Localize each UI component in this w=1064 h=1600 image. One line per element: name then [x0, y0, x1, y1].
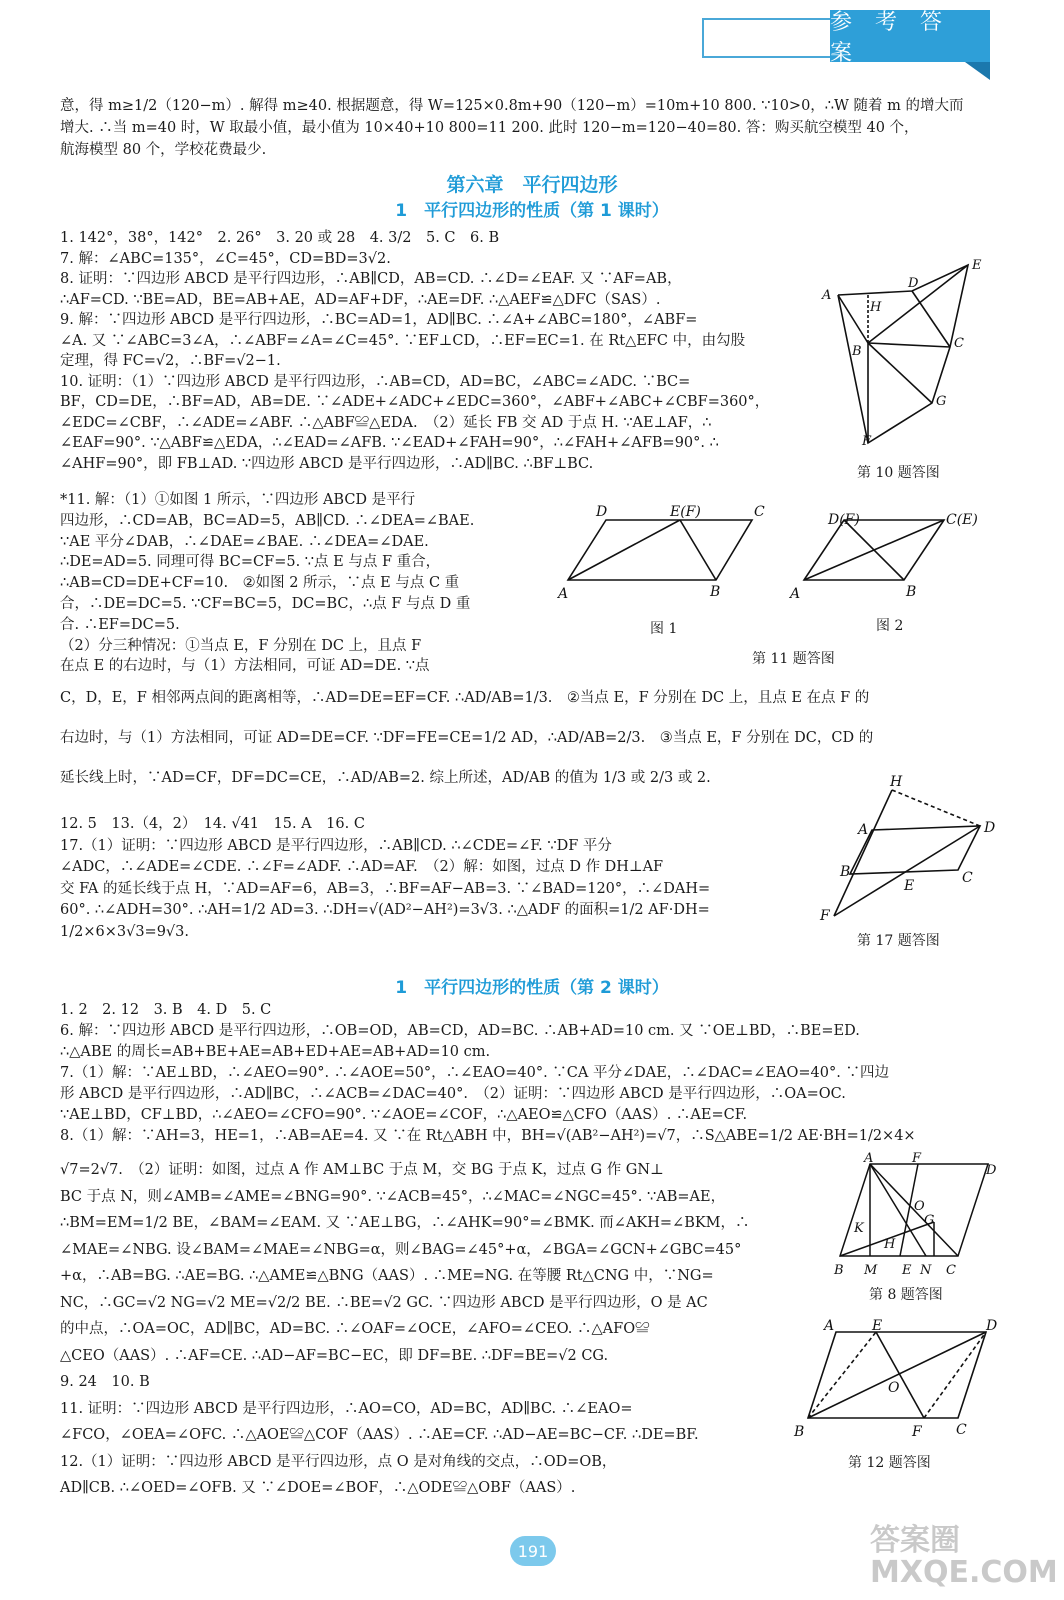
tab-fold-decoration [965, 62, 990, 80]
page-number: 191 [510, 1536, 556, 1566]
text-line: 11. 证明：∵四边形 ABCD 是平行四边形，∴AO=CO，AD=BC，AD∥BC. ∴∠EAO= [60, 1400, 633, 1417]
q10-label: B [852, 344, 862, 359]
q10-label: E [972, 258, 982, 273]
q12-label: O [888, 1380, 900, 1396]
q8-label: E [902, 1263, 912, 1278]
text-line: AD∥CB. ∴∠OED=∠OFB. 又 ∵∠DOE=∠BOF，∴△ODE≌△OBF（AAS）. [60, 1480, 576, 1496]
fig1-label: E(F) [670, 504, 701, 520]
q11-fig2 [786, 502, 986, 602]
text-line: 增大. ∴当 m=40 时，W 取最小值，最小值为 10×40+10 800=11 200. 此时 120−m=120−40=80. 答：购买航空模型 40 个， [60, 120, 919, 136]
q10-figure [820, 255, 1000, 455]
text-line: 航海模型 80 个，学校花费最少. [60, 142, 267, 158]
fig2-caption: 图 2 [876, 618, 904, 634]
text-line: 9. 24 10. B [60, 1374, 150, 1390]
fig2-label: B [906, 584, 917, 600]
q8-label: O [914, 1199, 925, 1214]
text-line: 在点 E 的右边时，与（1）方法相同，可证 AD=DE. ∵点 [60, 658, 430, 675]
text-line: BC 于点 N，则∠AMB=∠AME=∠BNG=90°. ∵∠ACB=45°，∴∠MAC=∠NGC=45°. ∵AB=AE， [60, 1188, 726, 1205]
fig1-caption: 图 1 [650, 621, 678, 637]
q8-figure [830, 1152, 1000, 1282]
text-line: ∴△ABE 的周长=AB+BE+AE=AB+ED+AE=AB+AD=10 cm. [60, 1044, 491, 1060]
text-line: ∠ADC，∴∠ADE=∠CDE. ∴∠F=∠ADF. ∴AD=AF. （2）解：如图，过点 D 作 DH⊥AF [60, 859, 664, 875]
text-line: 8.（1）解：∵AH=3，HE=1，∴AB=AE=4. 又 ∵在 Rt△ABH 中，BH=√(AB²−AH²)=√7，∴S△ABE=1/2 AE·BH=1/2×4× [60, 1128, 916, 1144]
q12-label: E [872, 1318, 883, 1334]
q8-label: M [864, 1263, 878, 1278]
q8-label: H [884, 1237, 896, 1252]
text-line: C，D，E，F 相邻两点间的距离相等，∴AD=DE=EF=CF. ∴AD/AB=1/3. ②当点 E，F 分别在 DC 上，且点 E 在点 F 的 [60, 690, 870, 706]
fig1-label: C [754, 504, 765, 520]
text-line: 意，得 m≥1/2（120−m）. 解得 m≥40. 根据题意，得 W=125×0.8m+90（120−m）=10m+10 800. ∵10>0，∴W 随着 m 的增大而 [60, 98, 964, 114]
q17-label: B [840, 864, 851, 880]
text-line: （2）分三种情况：①当点 E，F 分别在 DC 上，且点 F [60, 637, 422, 654]
text-line: 6. 解：∵四边形 ABCD 是平行四边形，∴OB=OD，AB=CD，AD=BC. ∴AB+AD=10 cm. 又 ∵OE⊥BD，∴BE=ED. [60, 1023, 860, 1039]
fig2-label: A [790, 586, 801, 602]
text-line: 1. 142°，38°，142° 2. 26° 3. 20 或 28 4. 3/2 5. C 6. B [60, 230, 500, 246]
q10-caption: 第 10 题答图 [857, 465, 940, 481]
text-line: 右边时，与（1）方法相同，可证 AD=DE=CF. ∵DF=FE=CE=1/2 AD，∴AD/AB=2/3. ③当点 E，F 分别在 DC，CD 的 [60, 730, 874, 746]
fig1-label: D [596, 504, 608, 520]
q8-label: C [946, 1263, 956, 1278]
q11-caption: 第 11 题答图 [752, 651, 835, 667]
q8-label: G [924, 1213, 935, 1228]
watermark-logo: 答案圈 MXQE.COM [870, 1523, 1058, 1590]
text-line: 60°. ∴∠ADH=30°. ∴AH=1/2 AD=3. ∴DH=√(AD²−AH²)=3√3. ∴△ADF 的面积=1/2 AF·DH= [60, 902, 710, 918]
text-line: 定理，得 FC=√2，∴BF=√2−1. [60, 353, 281, 369]
text-line: 1. 2 2. 12 3. B 4. D 5. C [60, 1002, 272, 1018]
q8-label: A [864, 1152, 874, 1166]
text-line: ∠FCO，∠OEA=∠OFC. ∴△AOE≌△COF（AAS）. ∴AE=CF. ∴AD−AE=BC−CF. ∴DE=BF. [60, 1427, 699, 1443]
q8-label: F [912, 1152, 922, 1166]
q12-label: A [824, 1318, 835, 1334]
q17-label: C [962, 870, 973, 886]
text-line: △CEO（AAS）. ∴AF=CE. ∴AD−AF=BC−EC，即 DF=BE. ∴DF=BE=√2 CG. [60, 1347, 609, 1364]
chapter-title: 第六章 平行四边形 [446, 174, 618, 196]
q12-label: B [794, 1424, 805, 1440]
text-line: 10. 证明：（1）∵四边形 ABCD 是平行四边形，∴AB=CD，AD=BC，∠ABC=∠ADC. ∵BC= [60, 373, 691, 390]
text-line: ∠EAF=90°. ∵△ABF≌△EDA，∴∠EAD=∠AFB. ∵∠EAD+∠FAH=90°，∴∠FAH+∠AFB=90°. ∴ [60, 435, 719, 451]
text-line: ∴AB=CD=DE+CF=10. ②如图 2 所示，∵点 E 与点 C 重 [60, 575, 460, 592]
q10-label: C [954, 336, 964, 351]
section2-title: 1 平行四边形的性质（第 2 课时） [395, 978, 669, 998]
text-line: 7. 解：∠ABC=135°，∠C=45°，CD=BD=3√2. [60, 250, 391, 267]
fig1-label: B [710, 584, 721, 600]
text-line: 合，∴DE=DC=5. ∵CF=BC=5，DC=BC，∴点 F 与点 D 重 [60, 596, 471, 612]
text-line: 延长线上时，∵AD=CF，DF=DC=CE，∴AD/AB=2. 综上所述，AD/AB 的值为 1/3 或 2/3 或 2. [60, 770, 711, 786]
text-line: 合. ∴EF=DC=5. [60, 616, 180, 633]
q10-label: H [870, 300, 882, 315]
text-line: 12. 5 13.（4，2） 14. √41 15. A 16. C [60, 816, 365, 832]
q17-caption: 第 17 题答图 [857, 933, 940, 949]
text-line: ∠MAE=∠NBG. 设∠BAM=∠MAE=∠NBG=α，则∠BAG=∠45°+α，∠BGA=∠GCN+∠GBC=45° [60, 1241, 742, 1258]
text-line: ∴DE=AD=5. 同理可得 BC=CF=5. ∵点 E 与点 F 重合， [60, 554, 441, 571]
section1-title: 1 平行四边形的性质（第 1 课时） [395, 201, 669, 221]
q8-label: K [854, 1221, 864, 1236]
text-line: 7.（1）解：∵AE⊥BD，∴∠AEO=90°. ∴∠AOE=50°，∴∠EAO=40°. ∵CA 平分∠DAE，∴∠DAC=∠EAO=40°. ∵四边 [60, 1065, 889, 1081]
q11-fig1 [556, 502, 776, 602]
text-line: ∴AF=CD. ∵BE=AD，BE=AB+AE，AD=AF+DF，∴AE=DF. ∴△AEF≌△DFC（SAS）. [60, 291, 661, 308]
text-line: 8. 证明：∵四边形 ABCD 是平行四边形，∴AB∥CD，AB=CD. ∴∠D=∠EAF. 又 ∵AF=AB， [60, 271, 682, 287]
q10-label: G [936, 394, 947, 409]
q17-label: D [984, 820, 996, 836]
q17-label: H [890, 774, 903, 790]
q17-figure [816, 772, 996, 922]
q12-figure [790, 1318, 1000, 1448]
text-line: ∴BM=EM=1/2 BE，∠BAM=∠EAM. 又 ∵AE⊥BG，∴∠AHK=90°=∠BMK. 而∠AKH=∠BKM，∴ [60, 1215, 750, 1231]
text-line: 17.（1）证明：∵四边形 ABCD 是平行四边形，∴AB∥CD. ∴∠CDE=∠F. ∵DF 平分 [60, 837, 612, 854]
q10-label: A [822, 288, 832, 303]
q12-label: F [912, 1424, 922, 1440]
fig2-label: C(E) [946, 512, 978, 528]
q8-caption: 第 8 题答图 [869, 1287, 943, 1303]
text-line: ∠EDC=∠CBF，∴∠ADE=∠ABF. ∴△ABF≌△EDA. （2）延长 FB 交 AD 于点 H. ∵AE⊥AF，∴ [60, 414, 712, 431]
text-line: 12.（1）证明：∵四边形 ABCD 是平行四边形，点 O 是对角线的交点，∴OD=OB， [60, 1453, 617, 1470]
q8-label: N [920, 1263, 932, 1278]
q10-label: D [908, 276, 919, 291]
q17-label: E [904, 878, 915, 894]
answer-key-tab: 参 考 答 案 [830, 10, 990, 62]
text-line: √7=2√7. （2）证明：如图，过点 A 作 AM⊥BC 于点 M，交 BG 于点 K，过点 G 作 GN⊥ [60, 1162, 664, 1178]
text-line: 四边形，∴CD=AB，BC=AD=5，AB∥CD. ∴∠DEA=∠BAE. [60, 512, 475, 529]
q12-label: D [986, 1318, 998, 1334]
text-line: 交 FA 的延长线于点 H，∵AD=AF=6，AB=3，∴BF=AF−AB=3. ∵∠BAD=120°，∴∠DAH= [60, 880, 711, 897]
fig1-label: A [558, 586, 569, 602]
q8-label: B [834, 1263, 844, 1278]
q12-caption: 第 12 题答图 [848, 1455, 931, 1471]
text-line: 9. 解：∵四边形 ABCD 是平行四边形，∴BC=AD=1，AD∥BC. ∴∠A+∠ABC=180°，∠ABF= [60, 312, 698, 328]
q17-label: F [820, 908, 830, 922]
q8-label: D [986, 1163, 997, 1178]
text-line: BF，CD=DE，∴BF=AD，AB=DE. ∵∠ADE+∠ADC+∠EDC=360°，∠ABF+∠ABC+∠CBF=360°， [60, 394, 770, 410]
q17-label: A [858, 822, 869, 838]
text-line: ∵AE 平分∠DAB，∴∠DAE=∠BAE. ∴∠DEA=∠DAE. [60, 533, 429, 550]
text-line: +α，∴AB=BG. ∴AE=BG. ∴△AME≌△BNG（AAS）. ∴ME=NG. 在等腰 Rt△CNG 中，∵NG= [60, 1268, 714, 1284]
q12-label: C [956, 1422, 967, 1438]
text-line: ∠AHF=90°，即 FB⊥AD. ∵四边形 ABCD 是平行四边形，∴AD∥BC. ∴BF⊥BC. [60, 455, 594, 472]
text-line: 形 ABCD 是平行四边形，∴AD∥BC，∴∠ACB=∠DAC=40°. （2）证明：∵四边形 ABCD 是平行四边形，∴OA=OC. [60, 1086, 846, 1102]
text-line: 1/2×6×3√3=9√3. [60, 923, 189, 940]
text-line: *11. 解：（1）①如图 1 所示，∵四边形 ABCD 是平行 [60, 492, 416, 508]
text-line: ∠A. 又 ∵∠ABC=3∠A，∴∠ABF=∠A=∠C=45°. ∵EF⊥CD，∴EF=EC=1. 在 Rt△EFC 中，由勾股 [60, 332, 746, 349]
text-line: 的中点，∴OA=OC，AD∥BC，AD=BC. ∴∠OAF=∠OCE，∠AFO=∠CEO. ∴△AFO≌ [60, 1321, 650, 1337]
text-line: NC，∴GC=√2 NG=√2 ME=√2/2 BE. ∴BE=√2 GC. ∵四边形 ABCD 是平行四边形，O 是 AC [60, 1294, 708, 1311]
header-frame [702, 18, 832, 58]
fig2-label: D(F) [828, 512, 860, 528]
text-line: ∵AE⊥BD，CF⊥BD，∴∠AEO=∠CFO=90°. ∵∠AOE=∠COF，∴△AEO≌△CFO（AAS）. ∴AE=CF. [60, 1107, 748, 1123]
q10-label: F [862, 434, 872, 449]
